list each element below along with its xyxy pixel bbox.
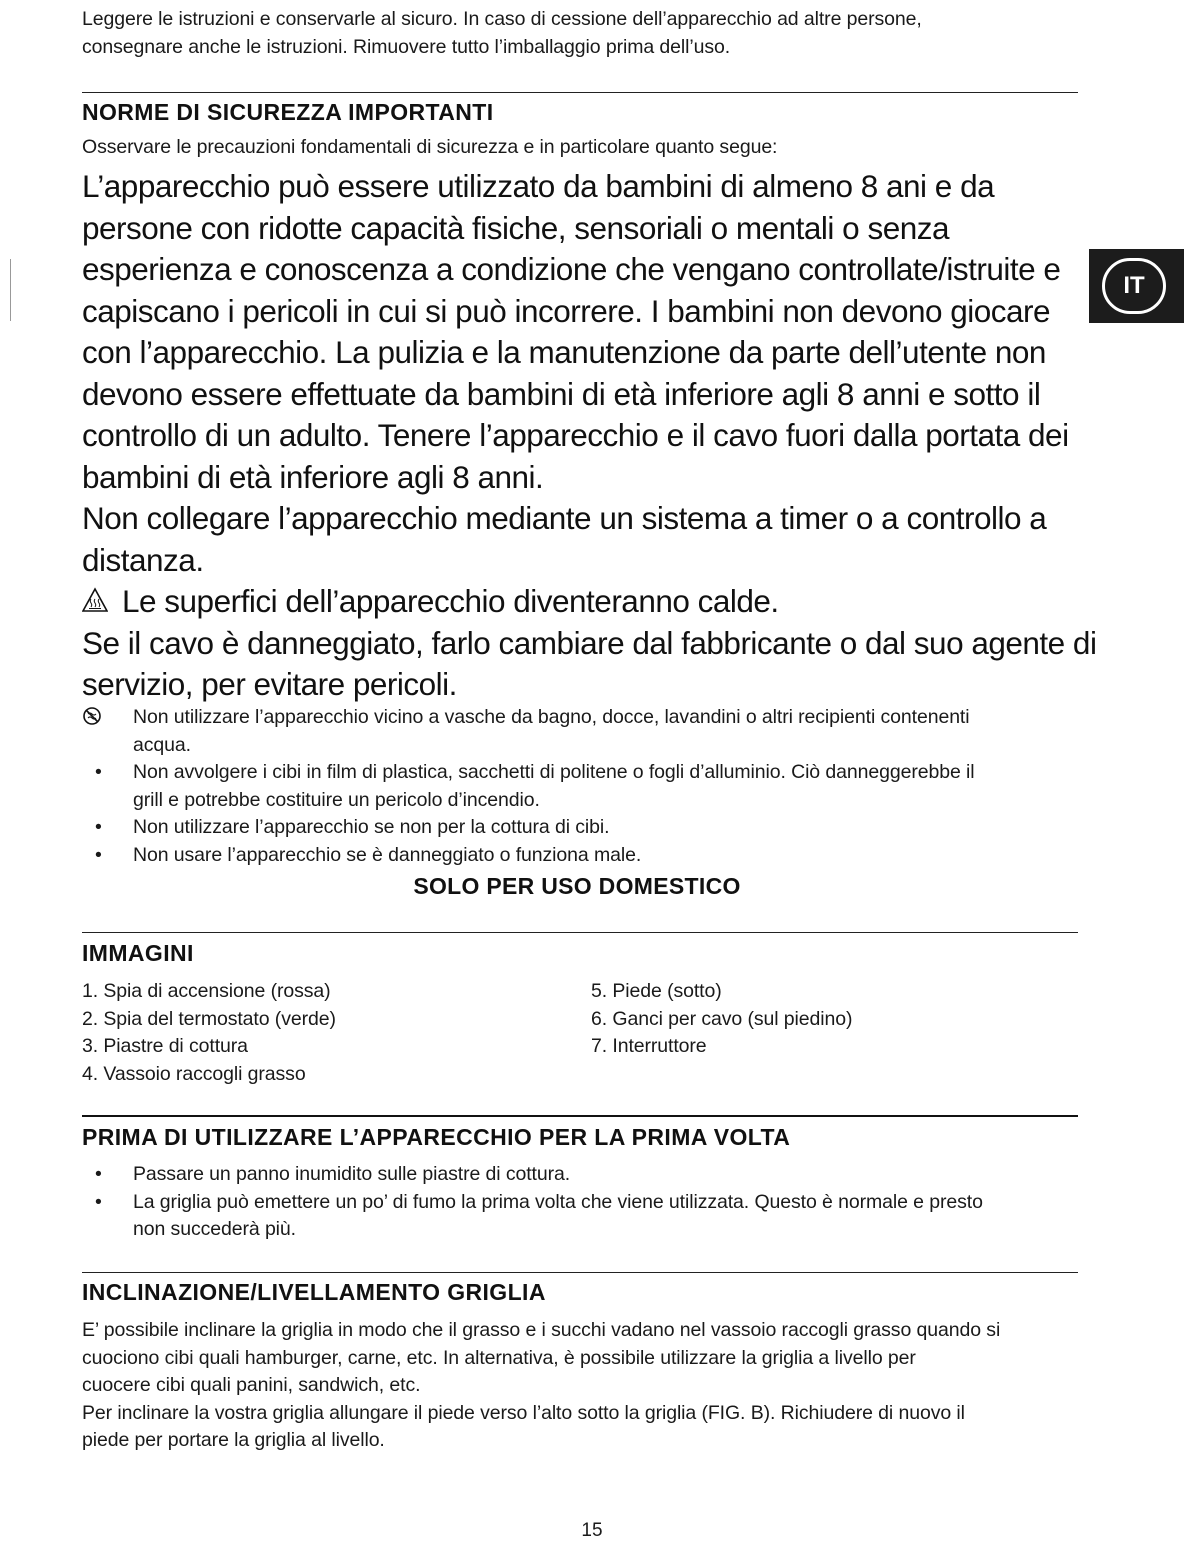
list-item: • Non avvolgere i cibi in film di plastica, sacchetti di politene o fogli d’alluminio. Ciò danneggerebbe il grill e potrebbe costituire un pericolo d’incendio.	[95, 761, 975, 811]
bullet: •	[95, 816, 102, 838]
first-use-heading: PRIMA DI UTILIZZARE L’APPARECCHIO PER LA PRIMA VOLTA	[82, 1124, 791, 1150]
tilt-line: piede per portare la griglia al livello.	[82, 1429, 385, 1451]
safety-line: L’apparecchio può essere utilizzato da bambini di almeno 8 ani e da	[82, 168, 995, 204]
intro-line: consegnare anche le istruzioni. Rimuovere tutto l’imballaggio prima dell’uso.	[82, 35, 731, 58]
section-divider	[82, 92, 1078, 93]
bullet: •	[95, 843, 102, 866]
parts-list-left	[82, 978, 336, 1088]
bullet: •	[95, 761, 102, 783]
hot-surface-text: Le superfici dell’apparecchio diventeranno calde.	[122, 583, 779, 619]
margin-mark	[10, 259, 11, 321]
tilt-line: Per inclinare la vostra griglia allungare il piede verso l’alto sotto la griglia (FIG. B). Richiudere di nuovo il	[82, 1401, 965, 1424]
safety-line: esperienza e conoscenza a condizione che vengano controllate/istruite e	[82, 251, 1061, 287]
safety-line: con l’apparecchio. La pulizia e la manutenzione da parte dell’utente non	[82, 334, 1046, 370]
safety-main-text	[82, 166, 1112, 706]
list-item: • Non utilizzare l’apparecchio se non per la cottura di cibi.	[82, 814, 1082, 842]
safety-line: persone con ridotte capacità fisiche, sensoriali o mentali o senza	[82, 209, 949, 246]
list-item: 4. Vassoio raccogli grasso	[82, 1062, 306, 1085]
language-badge-label: IT	[1102, 258, 1166, 314]
bullet: •	[95, 1163, 102, 1185]
safety-subtitle: Osservare le precauzioni fondamentali di sicurezza e in particolare quanto segue:	[82, 136, 778, 158]
safety-line: capiscano i pericoli in cui si può incorrere. I bambini non devono giocare	[82, 292, 1051, 329]
list-item: 5. Piede (sotto)	[591, 980, 722, 1002]
no-water-icon	[82, 706, 102, 726]
tilt-line: cuociono cibi quali hamburger, carne, etc. In alternativa, è possibile utilizzare la griglia a livello per	[82, 1346, 916, 1369]
tilt-line: cuocere cibi quali panini, sandwich, etc.	[82, 1374, 421, 1396]
list-item: • Passare un panno inumidito sulle piastre di cottura.	[82, 1161, 1082, 1189]
parts-list-right	[591, 978, 852, 1061]
section-divider	[82, 932, 1078, 933]
intro-text	[82, 6, 922, 61]
safety-bullet-list	[82, 704, 1082, 869]
bullet: •	[95, 1190, 102, 1213]
intro-line: Leggere le istruzioni e conservarle al sicuro. In caso di cessione dell’apparecchio ad altre persone,	[82, 8, 922, 30]
hot-surface-warning-icon	[82, 587, 108, 613]
tilt-line: E’ possibile inclinare la griglia in modo che il grasso e i succhi vadano nel vassoio raccogli grasso quando si	[82, 1319, 1001, 1341]
section-divider	[82, 1272, 1078, 1273]
tilt-text	[82, 1317, 1082, 1455]
page-number: 15	[581, 1520, 603, 1541]
list-item: • La griglia può emettere un po’ di fumo la prima volta che viene utilizzata. Questo è normale e presto non succederà più.	[95, 1190, 983, 1240]
first-use-list	[82, 1161, 1082, 1244]
cable-line: Se il cavo è danneggiato, farlo cambiare dal fabbricante o dal suo agente di	[82, 624, 1097, 661]
domestic-use-heading: SOLO PER USO DOMESTICO	[413, 873, 741, 899]
safety-line: bambini di età inferiore agli 8 anni.	[82, 458, 544, 495]
list-item: 2. Spia del termostato (verde)	[82, 1007, 336, 1030]
list-item: 6. Ganci per cavo (sul piedino)	[591, 1007, 853, 1030]
list-item: 1. Spia di accensione (rossa)	[82, 980, 331, 1002]
list-item: • Non usare l’apparecchio se è danneggiato o funziona male.	[82, 842, 1082, 870]
images-heading: IMMAGINI	[82, 940, 194, 966]
safety-line: controllo di un adulto. Tenere l’apparecchio e il cavo fuori dalla portata dei	[82, 417, 1069, 453]
safety-line: Non collegare l’apparecchio mediante un sistema a timer o a controllo a	[82, 500, 1047, 536]
safety-line: distanza.	[82, 541, 204, 578]
tilt-heading: INCLINAZIONE/LIVELLAMENTO GRIGLIA	[82, 1279, 546, 1305]
list-item: 7. Interruttore	[591, 1035, 707, 1057]
safety-line: devono essere effettuate da bambini di età inferiore agli 8 anni e sotto il	[82, 375, 1041, 412]
list-item: Non utilizzare l’apparecchio vicino a vasche da bagno, docce, lavandini o altri recipienti contenenti acqua.	[82, 704, 1082, 759]
list-item: 3. Piastre di cottura	[82, 1035, 248, 1057]
section-divider	[82, 1115, 1078, 1117]
safety-heading: NORME DI SICUREZZA IMPORTANTI	[82, 99, 494, 125]
cable-line: servizio, per evitare pericoli.	[82, 666, 457, 702]
hot-surface-warning	[82, 581, 1112, 623]
